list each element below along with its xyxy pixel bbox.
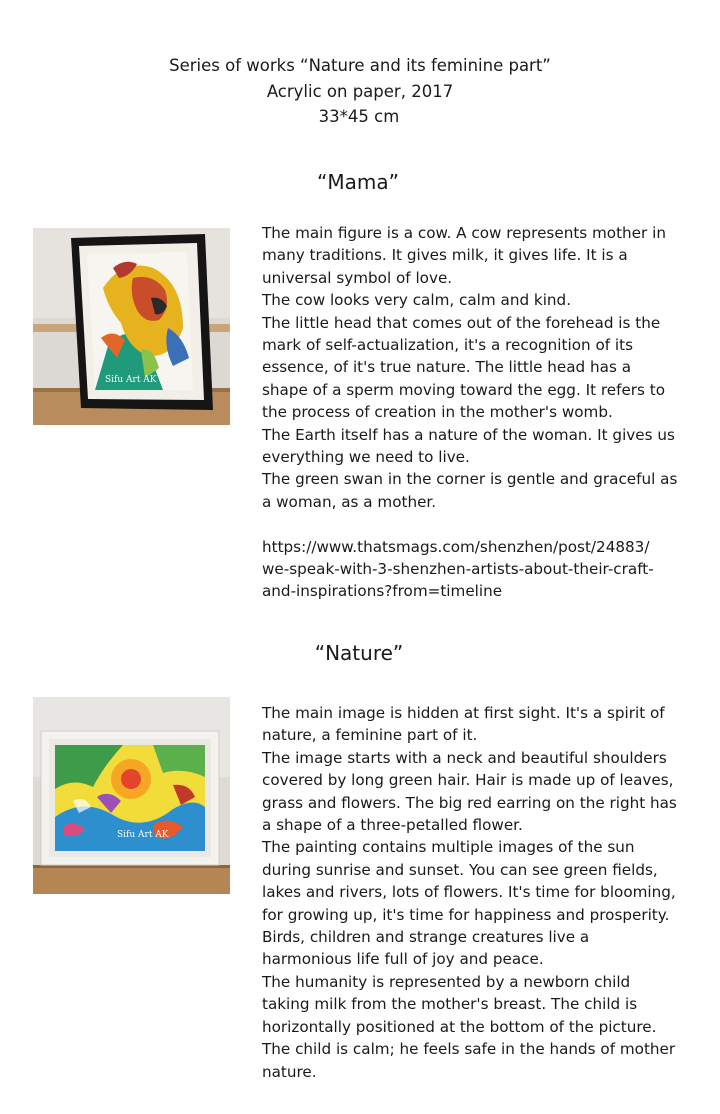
description-line: The cow looks very calm, calm and kind.	[262, 291, 572, 310]
description-mama	[262, 222, 692, 603]
description-line: harmonious life full of joy and peace.	[262, 950, 544, 969]
description-line: taking milk from the mother's breast. The child is	[262, 995, 638, 1014]
artwork-photo-nature	[33, 697, 230, 894]
description-line: the process of creation in the mother's womb.	[262, 403, 613, 422]
description-line: The image starts with a neck and beautiful shoulders	[262, 748, 667, 767]
description-nature	[262, 702, 692, 1083]
description-line: nature, a feminine part of it.	[262, 726, 478, 745]
description-line: The green swan in the corner is gentle and graceful as	[262, 470, 678, 489]
description-line: The Earth itself has a nature of the woman. It gives us	[262, 425, 675, 444]
description-line: Birds, children and strange creatures live a	[262, 928, 590, 947]
description-line: The main figure is a cow. A cow represents mother in	[262, 224, 666, 242]
description-line: many traditions. It gives milk, it gives life. It is a	[262, 246, 628, 265]
description-line: a woman, as a mother.	[262, 492, 437, 511]
medium-line: Acrylic on paper, 2017	[266, 82, 454, 101]
watermark-mama: Sifu Art AK	[105, 375, 157, 385]
source-link[interactable]: and-inspirations?from=timeline	[262, 582, 503, 601]
description-line: The main image is hidden at first sight. It's a spirit of	[262, 704, 665, 722]
work-title-mama: “Mama”	[317, 170, 399, 194]
description-line: nature.	[262, 1062, 317, 1081]
description-line: mark of self-actualization, it's a recognition of its	[262, 336, 633, 355]
description-line: during sunrise and sunset. You can see green fields,	[262, 860, 658, 879]
description-line: The painting contains multiple images of the sun	[262, 838, 635, 857]
description-line: grass and flowers. The big red earring on the right has	[262, 793, 677, 812]
description-line: covered by long green hair. Hair is made up of leaves,	[262, 771, 674, 790]
description-line: The child is calm; he feels safe in the hands of mother	[262, 1040, 676, 1059]
description-line: lakes and rivers, lots of flowers. It's time for blooming,	[262, 883, 676, 902]
source-link[interactable]: https://www.thatsmags.com/shenzhen/post/24883/	[262, 537, 650, 556]
description-line: The little head that comes out of the forehead is the	[262, 313, 661, 332]
description-line: a shape of a three-petalled flower.	[262, 816, 523, 835]
description-line: everything we need to live.	[262, 448, 470, 467]
description-line: essence, of it's true nature. The little head has a	[262, 358, 632, 377]
blank-line	[262, 513, 692, 535]
artwork-photo-mama	[33, 228, 230, 425]
description-line: universal symbol of love.	[262, 268, 453, 287]
size-line: 33*45 cm	[318, 107, 400, 126]
description-line: horizontally positioned at the bottom of the picture.	[262, 1017, 657, 1036]
series-title: Series of works “Nature and its feminine part”	[169, 56, 551, 75]
watermark-nature: Sifu Art AK	[117, 830, 169, 840]
work-title-nature: “Nature”	[314, 641, 404, 665]
description-line: for growing up, it's time for happiness and prosperity.	[262, 905, 670, 924]
description-line: shape of a sperm moving toward the egg. It refers to	[262, 380, 666, 399]
source-link[interactable]: we-speak-with-3-shenzhen-artists-about-their-craft-	[262, 560, 654, 579]
description-line: The humanity is represented by a newborn child	[262, 972, 631, 991]
